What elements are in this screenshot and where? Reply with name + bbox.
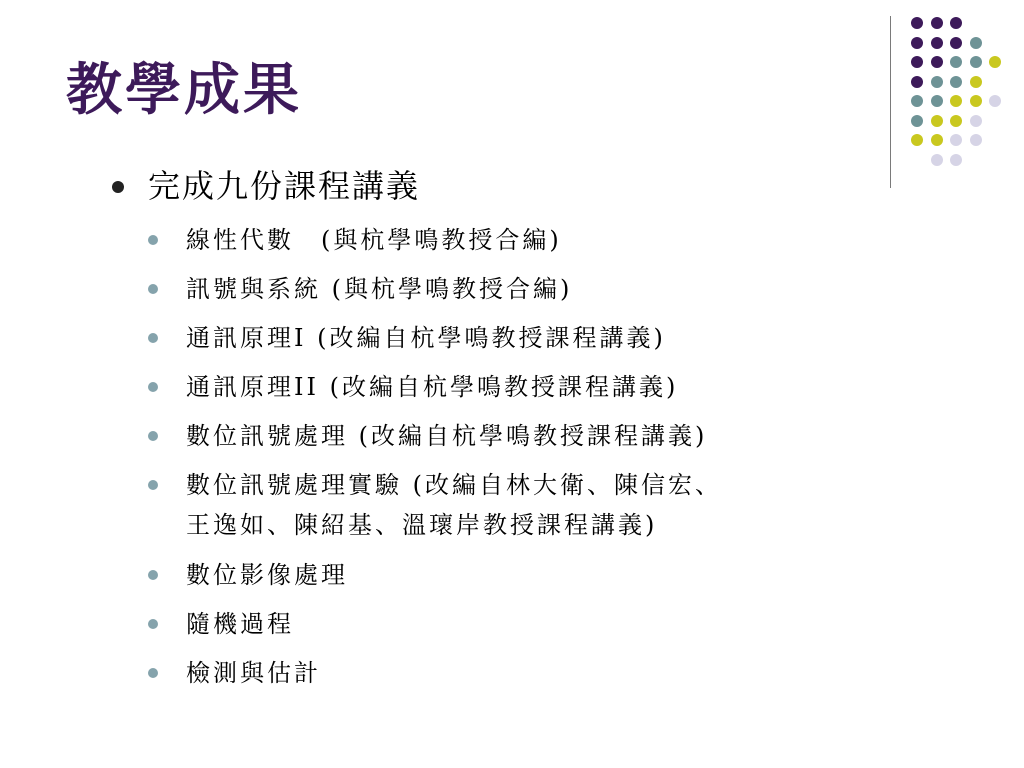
decorative-dot	[911, 17, 923, 29]
decorative-dot	[911, 37, 923, 49]
decorative-dot	[970, 76, 982, 88]
decorative-dot	[911, 134, 923, 146]
decorative-dot	[950, 115, 962, 127]
sub-bullet-text: 數位訊號處理實驗 (改編自林大衛、陳信宏、	[186, 471, 722, 499]
decorative-dot	[950, 76, 962, 88]
sub-bullet-icon	[148, 431, 158, 441]
decorative-dot	[950, 56, 962, 68]
main-bullet-text: 完成九份課程講義	[148, 167, 421, 205]
decorative-dot	[911, 95, 923, 107]
decorative-dot	[911, 115, 923, 127]
decorative-dot	[970, 95, 982, 107]
sub-bullet-icon	[148, 668, 158, 678]
sub-bullet-icon	[148, 284, 158, 294]
main-bullet-icon	[112, 181, 124, 193]
sub-bullet-text-continued: 王逸如、陳紹基、溫瓌岸教授課程講義)	[186, 511, 658, 539]
sub-bullet-icon	[148, 570, 158, 580]
decorative-dot	[989, 56, 1001, 68]
decorative-dot	[931, 154, 943, 166]
decorative-dot	[911, 56, 923, 68]
decorative-dot	[931, 134, 943, 146]
decorative-dot	[931, 115, 943, 127]
sub-bullet-icon	[148, 619, 158, 629]
sub-bullet-text: 隨機過程	[186, 610, 294, 638]
decorative-dot	[950, 95, 962, 107]
decorative-dot	[950, 134, 962, 146]
sub-bullet-icon	[148, 382, 158, 392]
decorative-dot	[931, 76, 943, 88]
sub-bullet-text: 數位影像處理	[186, 561, 348, 589]
decorative-dot	[970, 115, 982, 127]
sub-bullet-text: 通訊原理II (改編自杭學鳴教授課程講義)	[186, 373, 679, 401]
decorative-dot	[970, 134, 982, 146]
sub-bullet-text: 數位訊號處理 (改編自杭學鳴教授課程講義)	[186, 422, 708, 450]
decorative-dot	[989, 95, 1001, 107]
decorative-dot	[970, 56, 982, 68]
sub-bullet-text: 線性代數 (與杭學鳴教授合編)	[186, 226, 562, 254]
decorative-dot	[950, 37, 962, 49]
sub-bullet-text: 檢測與估計	[186, 659, 321, 687]
decorative-dot	[950, 154, 962, 166]
sub-bullet-text: 通訊原理I (改編自杭學鳴教授課程講義)	[186, 324, 666, 352]
sub-bullet-icon	[148, 333, 158, 343]
sub-bullet-icon	[148, 235, 158, 245]
sub-bullet-icon	[148, 480, 158, 490]
slide-title: 教學成果	[66, 57, 302, 123]
decorative-dot	[931, 37, 943, 49]
decorative-dot	[931, 17, 943, 29]
decorative-dot	[931, 56, 943, 68]
decorative-dot	[911, 76, 923, 88]
decorative-dot	[970, 37, 982, 49]
decorative-divider-line	[890, 16, 891, 188]
decorative-dot	[931, 95, 943, 107]
sub-bullet-text: 訊號與系統 (與杭學鳴教授合編)	[186, 275, 573, 303]
decorative-dot	[950, 17, 962, 29]
